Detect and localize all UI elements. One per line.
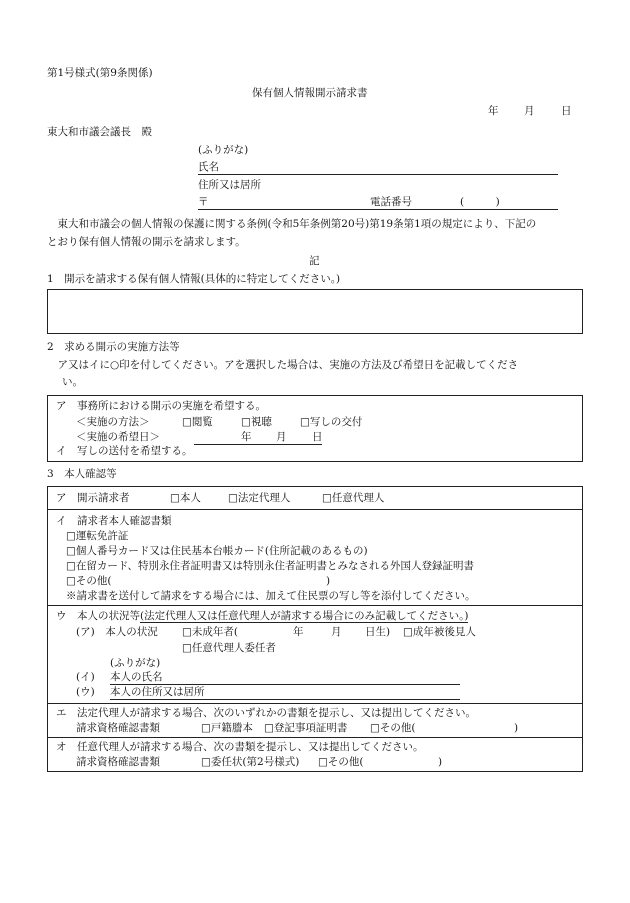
- legal-agent-instruction: エ 法定代理人が請求する場合、次のいずれかの書類を提示し、又は提出してください。: [56, 707, 476, 719]
- section1-input-box[interactable]: [47, 289, 583, 334]
- legal-agent-checkbox[interactable]: □法定代理人: [228, 492, 291, 504]
- requester-type-label: ア 開示請求者: [56, 492, 130, 504]
- row-a-requester-type: [47, 486, 583, 510]
- requester-name-line[interactable]: [198, 174, 558, 175]
- desired-month-label: 月: [276, 431, 287, 443]
- date-label: ＜実施の希望日＞: [76, 431, 160, 443]
- method-copy-checkbox[interactable]: □写しの交付: [300, 416, 363, 428]
- legal-other-close: ): [514, 722, 519, 734]
- method-view-checkbox[interactable]: □閲覧: [182, 416, 213, 428]
- desired-day-label: 日: [312, 431, 323, 443]
- mail-note: ※請求書を送付して請求をする場合には、加えて住民票の写し等を添付してください。: [66, 590, 476, 602]
- section2-heading: 2 求める開示の実施方法等: [47, 341, 180, 353]
- minor-checkbox[interactable]: □未成年者(: [182, 626, 239, 638]
- principal-furigana: (ふりがな): [110, 657, 161, 669]
- row-e-legal-agent-docs: [47, 704, 583, 738]
- method-listen-checkbox[interactable]: □視聴: [241, 416, 272, 428]
- section2-note-2: い。: [62, 376, 83, 388]
- date-month-label: 月: [524, 105, 535, 117]
- date-day-label: 日: [561, 105, 572, 117]
- postal-mark: 〒: [198, 196, 209, 208]
- form-number: 第1号様式(第9条関係): [47, 67, 153, 79]
- voluntary-agent-instruction: オ 任意代理人が請求する場合、次の書類を提示し、又は提出してください。: [56, 741, 424, 753]
- family-register-checkbox[interactable]: □戸籍謄本: [201, 722, 253, 734]
- principal-address-no: (ウ): [76, 686, 95, 698]
- date-year-label: 年: [488, 105, 499, 117]
- status-label: (ア) 本人の状況: [76, 626, 158, 638]
- principal-status-prefix: ウ 本人の状況等: [56, 610, 140, 622]
- mynumber-card-checkbox[interactable]: □個人番号カード又は住民基本台帳カード(住所記載のあるもの): [66, 545, 368, 557]
- section2-box: [47, 395, 583, 462]
- voluntary-other-close: ): [438, 756, 443, 768]
- option-i-mail[interactable]: イ 写しの送付を希望する。: [56, 445, 193, 457]
- legal-docs-label: 請求資格確認書類: [76, 722, 160, 734]
- principal-name-no: (イ): [76, 671, 95, 683]
- minor-birth-day-label: 日生): [365, 626, 391, 638]
- section1-heading: 1 開示を請求する保有個人情報(具体的に特定してください。): [47, 273, 341, 285]
- minor-birth-year-label: 年: [293, 626, 304, 638]
- other-doc-close: ): [326, 575, 331, 587]
- principal-name-label: 本人の氏名: [110, 671, 163, 683]
- minor-birth-month-label: 月: [331, 626, 342, 638]
- section3-heading: 3 本人確認等: [47, 468, 117, 480]
- principal-status-condition: (法定代理人又は任意代理人が請求する場合にのみ記載してください。): [140, 610, 469, 622]
- requester-name-label: 氏名: [198, 161, 219, 173]
- voluntary-agent-checkbox[interactable]: □任意代理人: [322, 492, 385, 504]
- id-docs-label: イ 請求者本人確認書類: [56, 515, 172, 527]
- requester-furigana: (ふりがな): [198, 144, 249, 156]
- section2-note-1: ア又はイに○印を付してください。アを選択した場合は、実施の方法及び希望日を記載してくださ: [47, 359, 519, 371]
- principal-address-field[interactable]: [110, 685, 460, 700]
- residence-card-checkbox[interactable]: □在留カード、特別永住者証明書又は特別永住者証明書とみなされる外国人登録証明書: [66, 560, 474, 572]
- voluntary-other-checkbox[interactable]: □その他(: [318, 756, 364, 768]
- registry-cert-checkbox[interactable]: □登記事項証明書: [264, 722, 348, 734]
- ki-label: 記: [309, 255, 320, 267]
- form-title: 保有個人情報開示請求書: [252, 87, 368, 99]
- row-o-voluntary-agent-docs: [47, 738, 583, 772]
- principal-name-field[interactable]: [110, 670, 460, 685]
- row-u-principal-status: [47, 606, 583, 704]
- other-doc-checkbox[interactable]: □その他(: [66, 575, 112, 587]
- option-a-onsite[interactable]: ア 事務所における開示の実施を希望する。: [56, 400, 266, 412]
- legal-other-checkbox[interactable]: □その他(: [370, 722, 416, 734]
- desired-date-field[interactable]: [194, 431, 322, 445]
- requester-address-line[interactable]: [198, 209, 558, 210]
- power-of-attorney-checkbox[interactable]: □委任状(第2号様式): [201, 756, 300, 768]
- principal-address-label: 本人の住所又は居所: [110, 686, 205, 698]
- voluntary-principal-checkbox[interactable]: □任意代理人委任者: [182, 642, 276, 654]
- phone-paren: ( ): [460, 196, 500, 208]
- voluntary-docs-label: 請求資格確認書類: [76, 756, 160, 768]
- phone-label: 電話番号: [370, 196, 412, 208]
- requester-address-label: 住所又は居所: [198, 179, 261, 191]
- row-i-id-documents: [47, 510, 583, 606]
- desired-year-label: 年: [241, 431, 252, 443]
- intro-line-2: とおり保有個人情報の開示を請求します。: [47, 236, 246, 248]
- method-label: ＜実施の方法＞: [76, 416, 150, 428]
- addressee: 東大和市議会議長 殿: [47, 126, 152, 138]
- self-checkbox[interactable]: □本人: [170, 492, 201, 504]
- adult-ward-checkbox[interactable]: □成年被後見人: [403, 626, 476, 638]
- intro-line-1: 東大和市議会の個人情報の保護に関する条例(令和5年条例第20号)第19条第1項の規定により、下記の: [47, 218, 537, 230]
- drivers-license-checkbox[interactable]: □運転免許証: [66, 530, 129, 542]
- principal-status-heading: [56, 609, 468, 624]
